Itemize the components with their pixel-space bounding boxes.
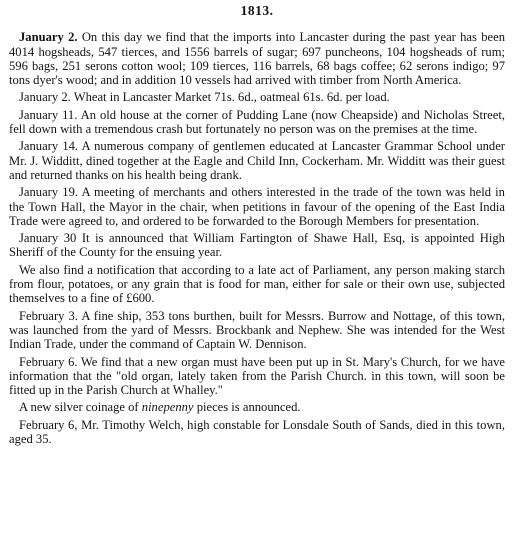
- entry-silver-coinage: [9, 400, 505, 414]
- entry-date: January 11.: [19, 107, 78, 122]
- entry-date: January 2.: [19, 90, 71, 105]
- entry-date: February 6.: [19, 354, 78, 369]
- entry-high-constable: [9, 418, 505, 447]
- entry-date: February 3.: [19, 308, 78, 323]
- entry-starch-notification: [9, 263, 505, 306]
- entry-old-house: [9, 108, 505, 137]
- entry-date: January 30: [19, 231, 77, 246]
- entry-text: We also find a notification that according to a late act of Parliament, any person making starch from flour, potatoes, or any grain that is food for man, either for sale or their own use, subjected themselves to a fine of £600.: [9, 262, 505, 306]
- entry-new-organ: [9, 355, 505, 398]
- entry-text: On this day we find that the imports into Lancaster during the past year has been 4014 hogsheads, 547 tierces, and 1556 barrels of sugar; 697 puncheons, 104 hogsheads of rum; 596 bags, 251 serons cotton wool; 109 tierces, 116 barrels, 68 bags coffee; 62 serons indigo; 97 tons dyer's wood; and in addition 10 vessels had arrived with timber from North America.: [9, 30, 505, 88]
- entry-text: An old house at the corner of Pudding Lane (now Cheapside) and Nicholas Street, fell down with a tremendous crash but fortunately no person was on the premises at the time.: [9, 107, 505, 137]
- entry-merchants-meeting: [9, 185, 505, 228]
- entry-text: Wheat in Lancaster Market 71s. 6d., oatmeal 61s. 6d. per load.: [73, 90, 390, 105]
- entry-high-sheriff: [9, 231, 505, 260]
- entry-date: January 19.: [19, 185, 79, 200]
- entry-imports: [9, 30, 505, 87]
- entry-text: It is announced that William Fartington of Shawe Hall, Esq, is appointed High Sheriff of the County for the ensuing year.: [9, 231, 505, 260]
- entry-wheat-price: [9, 90, 505, 104]
- year-heading: 1813.: [240, 3, 274, 18]
- entry-text: We find that a new organ must have been put up in St. Mary's Church, for we have information that the "old organ, lately taken from the Parish Church. in this town, will soon be fitted up in the Parish Church at Whalley.": [9, 354, 505, 398]
- entry-date: January 2.: [19, 30, 78, 45]
- entry-date: January 14.: [19, 139, 79, 154]
- entry-ship-launch: [9, 309, 505, 352]
- entry-text: Mr. Timothy Welch, high constable for Lonsdale South of Sands, died in this town, aged 35.: [9, 417, 505, 447]
- entry-text-after: pieces is announced.: [196, 400, 301, 415]
- entry-text: A numerous company of gentlemen educated at Lancaster Grammar School under Mr. J. Widditt, dined together at the Eagle and Child Inn, Cockerham. Mr. Widditt was their guest and returned thanks on his health being drank.: [9, 139, 505, 182]
- entry-text-italic: ninepenny: [141, 400, 194, 415]
- entry-text-before: A new silver coinage of: [19, 400, 139, 415]
- entry-text: A fine ship, 353 tons burthen, built for Messrs. Burrow and Nottage, of this town, was launched from the yard of Messrs. Brockbank and Nephew. She was intended for the West Indian Trade, under the command of Captain W. Dennison.: [9, 308, 505, 352]
- entry-date: February 6,: [19, 417, 78, 432]
- entry-grammar-school: [9, 139, 505, 182]
- entry-text: A meeting of merchants and others interested in the trade of the town was held in the Town Hall, the Mayor in the chair, when petitions in favour of the opening of the East India Trade were agreed to, and ordered to be forwarded to the Borough Members for presentation.: [9, 185, 505, 228]
